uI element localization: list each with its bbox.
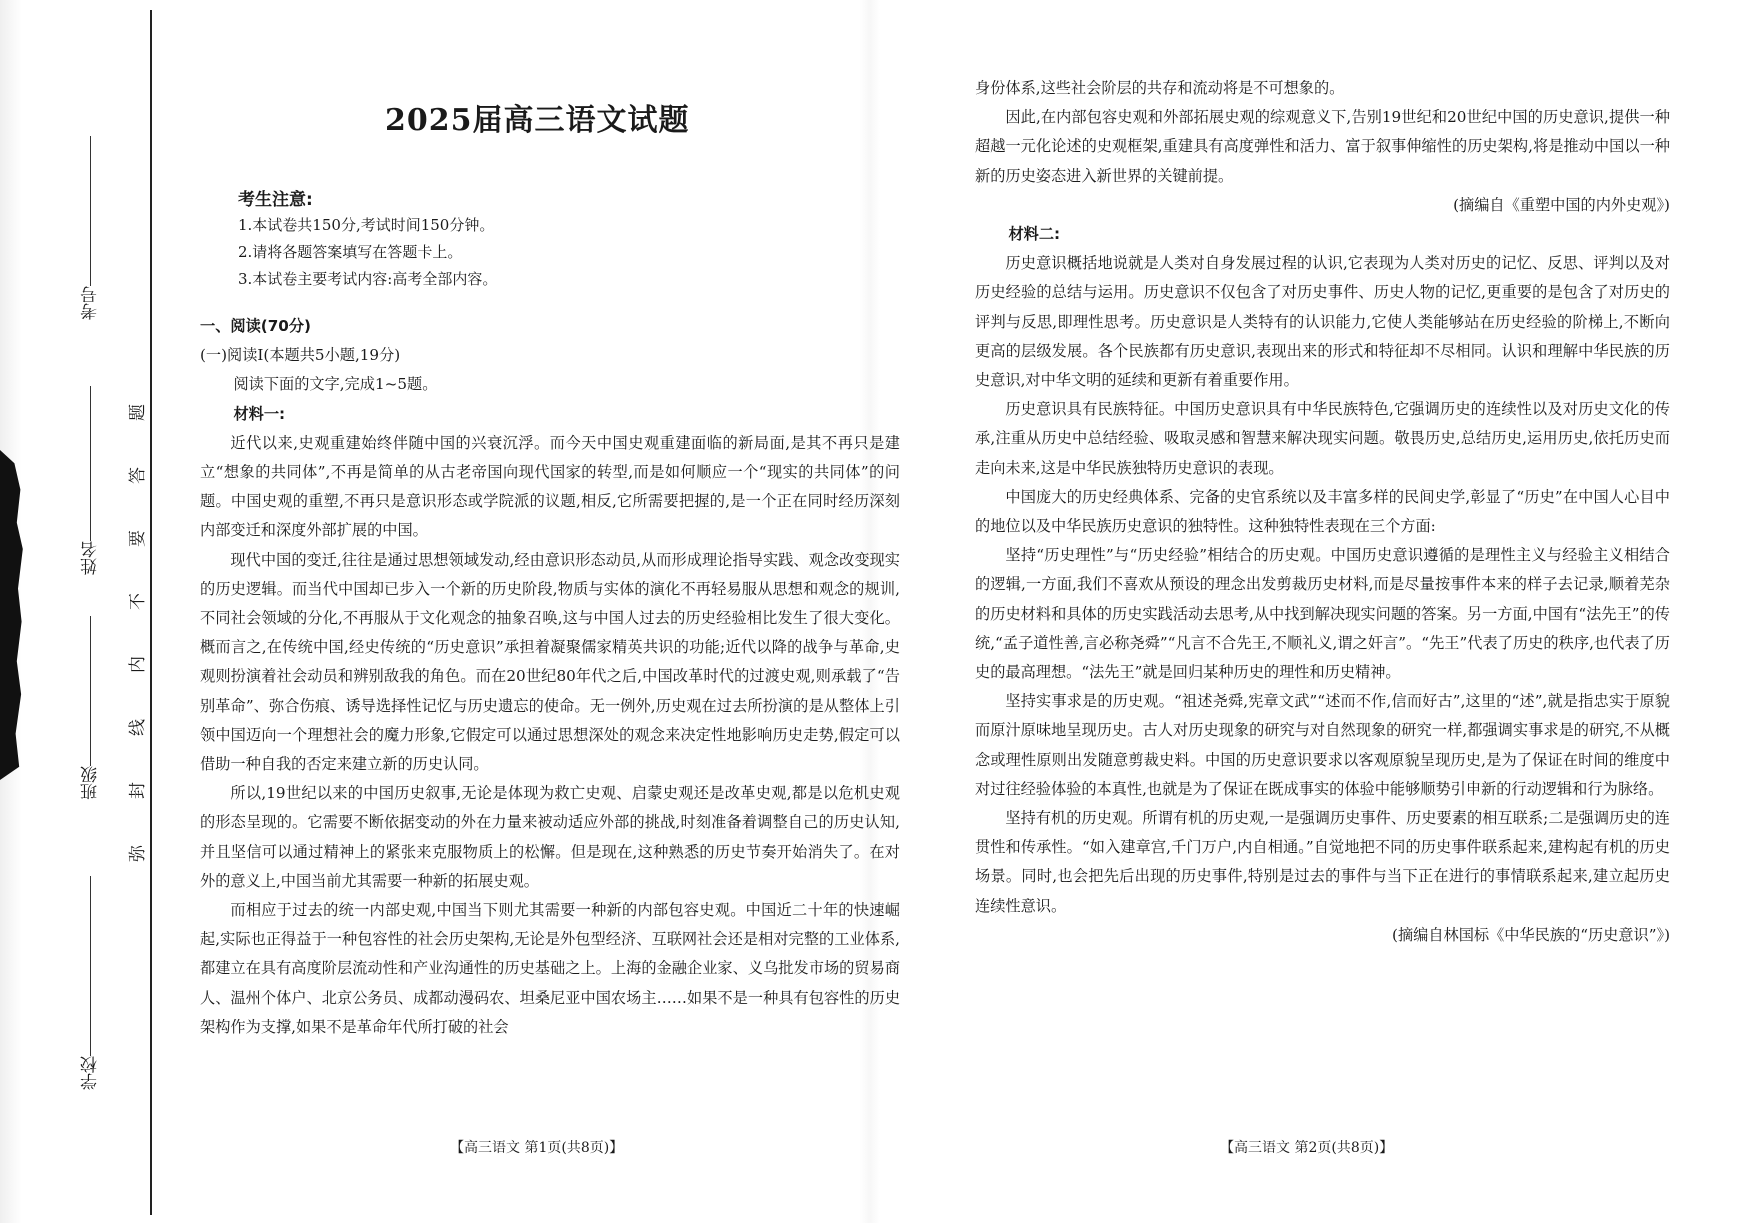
right-page-body — [975, 74, 1670, 950]
school-label: 学校 — [80, 1056, 101, 1090]
paragraph: 而相应于过去的统一内部史观,中国当下则尤其需要一种新的内部包容史观。中国近二十年的快速崛起,实际也正得益于一种包容性的社会历史架构,无论是外包型经济、互联网社会还是相对完整的工业体系,都建立在具有高度阶层流动性和产业沟通性的历史基础之上。上海的金融企业家、义乌批发市场的贸易商人、温州个体户、北京公务员、成都动漫码农、坦桑尼亚中国农场主……如果不是一种具有包容性的历史架构作为支撑,如果不是革命年代所打破的社会 — [200, 901, 900, 1036]
school-line — [90, 876, 91, 1056]
paragraph: 坚持“历史理性”与“历史经验”相结合的历史观。中国历史意识遵循的是理性主义与经验主义相结合的逻辑,一方面,我们不喜欢从预设的理念出发剪裁历史材料,而是尽量按事件本来的样子去记录,顺着芜杂的历史材料和具体的历史实践活动去思考,从中找到解决现实问题的答案。另一方面,中国有“法先王”的传统,“孟子道性善,言必称尧舜”“凡言不合先王,不顺礼义,谓之奸言”。“先王”代表了历史的秩序,也代表了历史的最高理想。“法先王”就是回归某种历史的理性和历史精神。 — [975, 546, 1670, 682]
binding-line — [150, 10, 152, 1215]
seal-char: 弥 — [127, 845, 148, 862]
seal-char: 不 — [127, 593, 148, 610]
material-one-heading: 材料一: — [233, 404, 286, 423]
seal-char: 题 — [127, 404, 148, 421]
paragraph: 现代中国的变迁,往往是通过思想领域发动,经由意识形态动员,从而形成理论指导实践、观念改变现实的历史逻辑。而当代中国却已步入一个新的历史阶段,物质与实体的演化不再轻易服从思想和观念的规训,不同社会领域的分化,不再服从于文化观念的抽象召唤,这与中国人过去的历史经验相比发生了很大变化。概而言之,在传统中国,经史传统的“历史意识”承担着凝聚儒家精英共识的功能;近代以降的战争与革命,史观则扮演着社会动员和辨别敌我的角色。而在20世纪80年代之后,中国改革时代的过渡史观,则承载了“告别革命”、弥合伤痕、诱导选择性记忆与历史遗忘的使命。无一例外,历史观在过去所扮演的是从整体上引领中国迈向一个理想社会的魔力形象,它假定可以通过思想深处的观念来决定性地影响历史走势,假定可以借助一种自我的否定来建立新的历史认同。 — [200, 550, 900, 774]
exam-number-field — [70, 130, 110, 320]
material-two-heading: 材料二: — [1008, 225, 1061, 244]
notice-item: 3.本试卷主要考试内容:高考全部内容。 — [238, 270, 498, 288]
notice-item: 1.本试卷共150分,考试时间150分钟。 — [238, 216, 495, 234]
exam-number-label: 考号 — [80, 286, 101, 320]
paragraph: 历史意识具有民族特征。中国历史意识具有中华民族特色,它强调历史的连续性以及对历史文化的传承,注重从历史中总结经验、吸取灵感和智慧来解决现实问题。敬畏历史,总结历史,运用历史,依托历史而走向未来,这是中华民族独特历史意识的表现。 — [975, 400, 1670, 477]
source-citation: (摘编自《重塑中国的内外史观》) — [1453, 195, 1670, 214]
seal-char: 内 — [127, 656, 148, 673]
paragraph: 历史意识概括地说就是人类对自身发展过程的认识,它表现为人类对历史的记忆、反思、评判以及对历史经验的总结与运用。历史意识不仅包含了对历史事件、历史人物的记忆,更重要的是包含了对历史的评判与反思,即理性思考。历史意识是人类特有的认识能力,它使人类能够站在历史经验的阶梯上,不断向更高的层级发展。各个民族都有历史意识,表现出来的形式和特征却不尽相同。认识和理解中华民族的历史意识,对中华文明的延续和更新有着重要作用。 — [975, 254, 1670, 390]
page-footer-left: 【高三语文 第1页(共8页)】 — [450, 1140, 624, 1156]
seal-warning — [124, 400, 146, 866]
paragraph: 中国庞大的历史经典体系、完备的史官系统以及丰富多样的民间史学,彰显了“历史”在中国人心目中的地位以及中华民族历史意识的独特性。这种独特性表现在三个方面: — [975, 487, 1670, 536]
paragraph: 因此,在内部包容史观和外部拓展史观的综观意义下,告别19世纪和20世纪中国的历史意识,提供一种超越一元化论述的史观框架,重建具有高度弹性和活力、富于叙事伸缩性的历史架构,将是推动中国以一种新的历史姿态进入新世界的关键前提。 — [975, 108, 1670, 185]
section-heading: 一、阅读(70分) — [200, 317, 311, 335]
source-citation: (摘编自林国标《中华民族的“历史意识”》) — [1392, 925, 1670, 944]
paragraph: 坚持实事求是的历史观。“祖述尧舜,宪章文武”“述而不作,信而好古”,这里的“述”,就是指忠实于原貌而原汁原味地呈现历史。古人对历史现象的研究与对自然现象的研究一样,都强调实事求是的研究,不从概念或理性原则出发随意剪裁史料。中国的历史意识要求以客观原貌呈现历史,是为了保证在时间的维度中对过往经验体验的本真性,也就是为了保证在既成事实的体验中能够顺势引申新的行动逻辑和行为脉络。 — [975, 692, 1670, 798]
seal-char: 封 — [127, 782, 148, 799]
exam-title: 2025届高三语文试题 — [385, 103, 690, 138]
paragraph: 所以,19世纪以来的中国历史叙事,无论是体现为救亡史观、启蒙史观还是改革史观,都是以危机史观的形态呈现的。它需要不断依据变动的外在力量来被动适应外部的挑战,时刻准备着调整自己的历史认知,并且坚信可以通过精神上的紧张来克服物质上的松懈。但是现在,这种熟悉的历史节奏开始消失了。在对外的意义上,中国当前尤其需要一种新的拓展史观。 — [200, 784, 900, 890]
class-line — [90, 616, 91, 766]
name-field — [70, 380, 110, 575]
page-footer-right: 【高三语文 第2页(共8页)】 — [1220, 1140, 1394, 1156]
seal-char: 答 — [127, 467, 148, 484]
instruction: 阅读下面的文字,完成1~5题。 — [233, 375, 438, 394]
notice-item: 2.请将各题答案填写在答题卡上。 — [238, 243, 463, 261]
class-field — [70, 610, 110, 800]
seal-char: 要 — [127, 530, 148, 547]
left-page-body — [200, 312, 900, 1042]
paragraph: 坚持有机的历史观。所谓有机的历史观,一是强调历史事件、历史要素的相互联系;二是强调历史的连贯性和传承性。“如入建章宫,千门万户,内自相通。”自觉地把不同的历史事件联系起来,建构起有机的历史场景。同时,也会把先后出现的历史事件,特别是过去的事件与当下正在进行的事情联系起来,建立起历史连续性意识。 — [975, 809, 1670, 915]
notice-heading: 考生注意: — [238, 190, 313, 210]
class-label: 班级 — [80, 766, 101, 800]
seal-char: 线 — [127, 719, 148, 736]
subsection-heading: (一)阅读Ⅰ(本题共5小题,19分) — [200, 346, 401, 365]
name-label: 姓名 — [80, 541, 101, 575]
exam-number-line — [90, 136, 91, 286]
notice-list — [238, 212, 497, 293]
school-field — [70, 870, 110, 1090]
paragraph: 近代以来,史观重建始终伴随中国的兴衰沉浮。而今天中国史观重建面临的新局面,是其不再只是建立“想象的共同体”,不再是简单的从古老帝国向现代国家的转型,而是如何顺应一个“现实的共同体”的问题。中国史观的重塑,不再只是意识形态或学院派的议题,相反,它所需要把握的,是一个正在同时经历深刻内部变迁和深度外部扩展的中国。 — [200, 433, 900, 540]
continued-line: 身份体系,这些社会阶层的共存和流动将是不可想象的。 — [975, 79, 1345, 97]
name-line — [90, 386, 91, 541]
